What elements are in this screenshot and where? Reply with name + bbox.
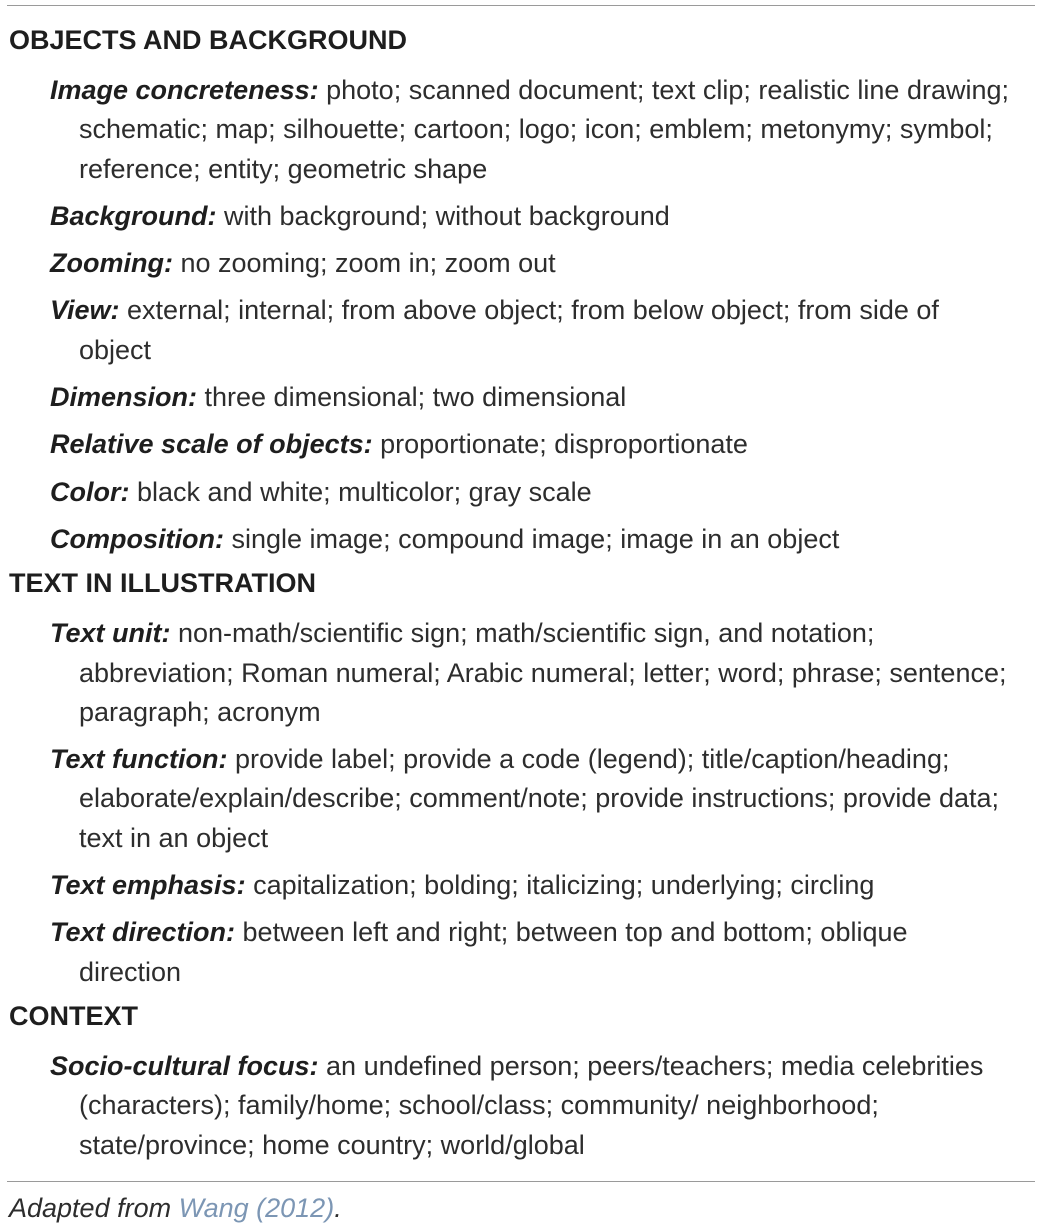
entry-label: Image concreteness: <box>50 75 319 105</box>
entry-label: Dimension: <box>50 382 198 413</box>
entry-value: with background; without background <box>216 200 670 231</box>
reference-link[interactable]: Wang (2012) <box>178 1193 335 1223</box>
entry-value: non-math/scientific sign; math/scientific sign, and notation; abbreviation; Roman numeral; Arabic numeral; letter; word; phrase; sentence; paragraph; acronym <box>79 618 1007 727</box>
entry-background <box>50 197 1009 236</box>
entry-value: proportionate; disproportionate <box>372 429 748 460</box>
top-rule <box>7 5 1035 6</box>
entry-value: three dimensional; two dimensional <box>197 382 627 413</box>
entry-label: Relative scale of objects: <box>50 429 373 460</box>
section-objects-and-background <box>9 24 1009 559</box>
entry-text-unit <box>50 614 1009 732</box>
entry-image-concreteness <box>50 71 1009 189</box>
entry-value: no zooming; zoom in; zoom out <box>172 248 556 279</box>
entry-value: capitalization; bolding; italicizing; underlying; circling <box>245 870 875 901</box>
entry-view <box>50 291 1009 370</box>
entry-value: an undefined person; peers/teachers; media celebrities (characters); family/home; school/class; community/ neighborhood; state/province; home country; world/global <box>79 1050 984 1160</box>
entry-label: Color: <box>50 476 130 507</box>
entry-text-emphasis <box>50 866 1009 905</box>
entry-label: Text direction: <box>50 917 236 948</box>
section-heading: TEXT IN ILLUSTRATION <box>9 568 316 599</box>
entry-label: Socio-cultural focus: <box>50 1050 319 1081</box>
entry-dimension <box>50 378 1009 417</box>
entry-composition <box>50 520 1009 559</box>
entry-value: provide label; provide a code (legend); title/caption/heading; elaborate/explain/describe; comment/note; provide instructions; provide data; text in an object <box>79 744 1000 853</box>
entry-label: View: <box>50 295 120 326</box>
entry-relative-scale <box>50 425 1009 464</box>
entry-label: Zooming: <box>50 248 173 279</box>
entry-value: photo; scanned document; text clip; realistic line drawing; schematic; map; silhouette; cartoon; logo; icon; emblem; metonymy; symbol; reference; entity; geometric shape <box>79 75 1009 184</box>
section-heading: CONTEXT <box>9 1000 139 1031</box>
footnote-prefix: Adapted from <box>9 1193 179 1223</box>
entry-label: Text function: <box>50 744 228 775</box>
entry-color <box>50 473 1009 512</box>
entry-value: external; internal; from above object; from below object; from side of object <box>79 295 939 365</box>
entry-text-function <box>50 740 1009 858</box>
entry-label: Text unit: <box>50 618 171 649</box>
section-context <box>9 1000 1009 1165</box>
entry-zooming <box>50 244 1009 283</box>
table-footnote <box>9 1190 342 1226</box>
entry-label: Composition: <box>50 523 224 554</box>
entry-text-direction <box>50 913 1009 992</box>
bottom-rule <box>7 1181 1035 1182</box>
entry-value: black and white; multicolor; gray scale <box>129 476 592 507</box>
footnote-suffix: . <box>334 1193 342 1223</box>
table-body <box>9 24 1009 1165</box>
entry-value: between left and right; between top and bottom; oblique direction <box>79 917 908 987</box>
entry-label: Text emphasis: <box>50 870 246 901</box>
entry-value: single image; compound image; image in an object <box>223 523 840 554</box>
entry-socio-cultural-focus <box>50 1047 1009 1165</box>
section-heading: OBJECTS AND BACKGROUND <box>9 25 408 55</box>
section-text-in-illustration <box>9 567 1009 992</box>
entry-label: Background: <box>50 200 217 231</box>
